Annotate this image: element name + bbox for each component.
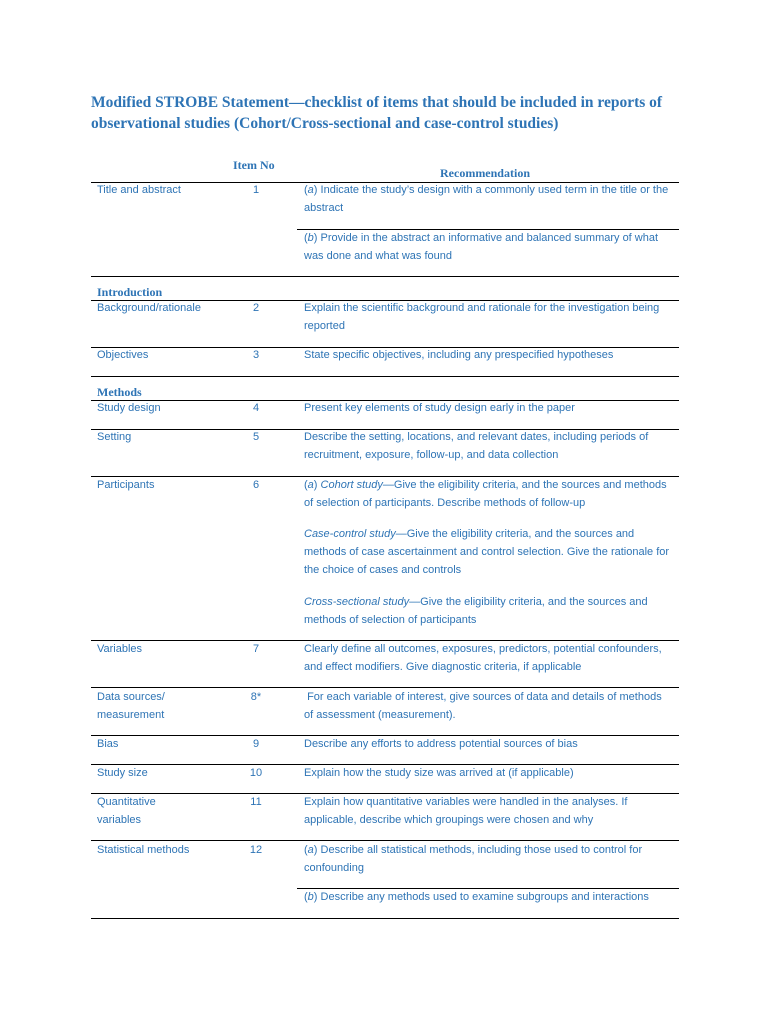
item-no-10: 10 [249,767,263,779]
table-rule [91,276,679,277]
recommendation-12a: (a) Describe all statistical methods, including those used to control for confounding [304,844,643,874]
item-no-3: 3 [252,349,260,361]
column-header-recommendation: Recommendation [440,166,530,180]
page-title: Modified STROBE Statement—checklist of items that should be included in reports of observational studies (Cohort/Cross-sectional and case-control studies) [91,94,663,132]
item-no-11: 11 [250,796,262,808]
section-methods: Methods [97,385,142,399]
recommendation-12b: (b) Describe any methods used to examine subgroups and interactions [304,891,649,903]
item-no-7: 7 [252,643,260,655]
item-no-8: 8* [250,691,262,703]
topic-data-sources: Data sources/ measurement [97,691,165,721]
recommendation-1a: (a) Indicate the study’s design with a commonly used term in the title or the abstract [304,184,669,214]
recommendation-8: For each variable of interest, give sources of data and details of methods of assessment (measurement). [304,691,665,721]
topic-setting: Setting [97,431,132,443]
table-rule [91,376,679,377]
item-no-1: 1 [252,184,260,196]
recommendation-4: Present key elements of study design early in the paper [304,402,575,414]
topic-participants: Participants [97,479,155,491]
recommendation-6-cross-sectional: Cross-sectional study—Give the eligibility criteria, and the sources and methods of selection of participants [304,596,648,626]
topic-statistical-methods: Statistical methods [97,844,190,856]
recommendation-6-case-control: Case-control study—Give the eligibility criteria, and the sources and methods of case ascertainment and control selection. Give the rationale for the choice of cases and controls [304,528,670,576]
item-no-5: 5 [252,431,260,443]
recommendation-5: Describe the setting, locations, and relevant dates, including periods of recruitment, exposure, follow-up, and data collection [304,431,649,461]
recommendation-1b: (b) Provide in the abstract an informative and balanced summary of what was done and what was found [304,232,659,262]
topic-variables: Variables [97,643,143,655]
topic-objectives: Objectives [97,349,149,361]
recommendation-3: State specific objectives, including any prespecified hypotheses [304,349,614,361]
section-introduction: Introduction [97,285,163,299]
recommendation-10: Explain how the study size was arrived at (if applicable) [304,767,574,779]
topic-title-abstract: Title and abstract [97,184,181,196]
recommendation-6a: (a) Cohort study—Give the eligibility criteria, and the sources and methods of selection of participants. Describe methods of follow-up [304,479,667,509]
recommendation-9: Describe any efforts to address potential sources of bias [304,738,578,750]
recommendation-7: Clearly define all outcomes, exposures, predictors, potential confounders, and effect modifiers. Give diagnostic criteria, if applicable [304,643,662,673]
item-no-6: 6 [252,479,260,491]
item-no-4: 4 [252,402,260,414]
topic-bias: Bias [97,738,119,750]
item-no-12: 12 [249,844,263,856]
column-header-item-no: Item No [233,158,275,172]
topic-background: Background/rationale [97,302,201,314]
table-rule [91,918,679,919]
topic-study-design: Study design [97,402,161,414]
recommendation-2: Explain the scientific background and rationale for the investigation being reported [304,302,660,332]
item-no-9: 9 [252,738,260,750]
topic-quantitative-variables: Quantitative variables [97,796,156,826]
recommendation-11: Explain how quantitative variables were handled in the analyses. If applicable, describe which groupings were chosen and why [304,796,628,826]
item-no-2: 2 [252,302,260,314]
topic-study-size: Study size [97,767,148,779]
